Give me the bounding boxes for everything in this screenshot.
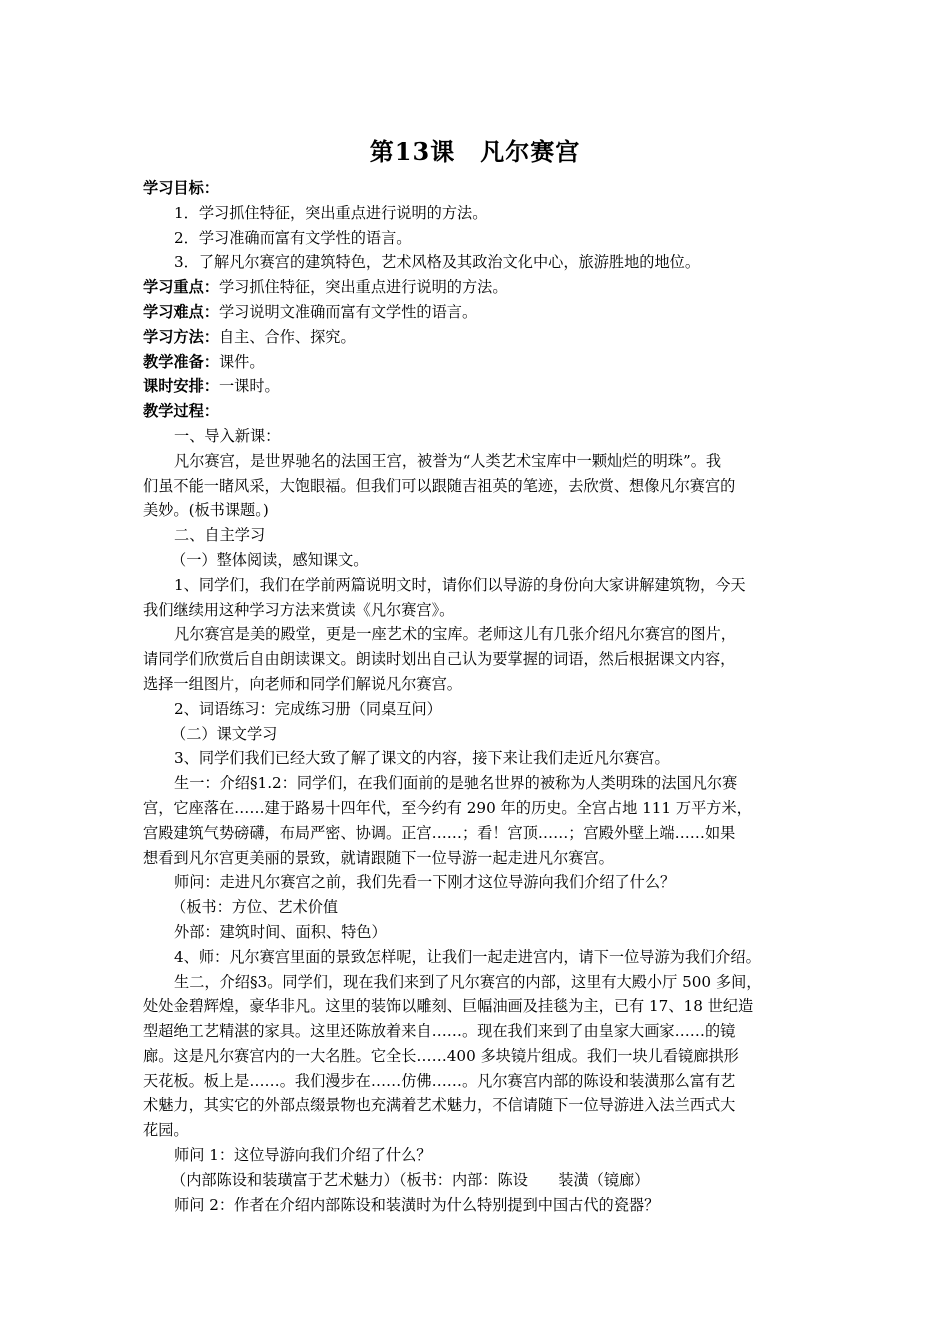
paragraph-line: 外部：建筑时间、面积、特色）: [174, 922, 387, 941]
paragraph-line: 凡尔赛宫是美的殿堂，更是一座艺术的宝库。老师这儿有几张介绍凡尔赛宫的图片，: [174, 625, 736, 644]
meta-row-preparation: [143, 350, 813, 375]
paragraph-line: 型超绝工艺精湛的家具。这里还陈放着来自……。现在我们来到了由皇家大画家……的镜: [143, 1022, 736, 1041]
lesson-title: 第13课 凡尔赛宫: [369, 137, 581, 166]
meta-row-schedule: [143, 374, 813, 399]
paragraph-line: 想看到凡尔宫更美丽的景致，就请跟随下一位导游一起走进凡尔赛宫。: [143, 848, 614, 867]
paragraph-line: 师问 1：这位导游向我们介绍了什么？: [174, 1146, 432, 1165]
meta-value: 学习抓住特征，突出重点进行说明的方法。: [218, 278, 508, 297]
meta-row-difficulty: [143, 300, 813, 325]
subsection-heading: （一）整体阅读，感知课文。: [171, 550, 369, 569]
paragraph-line: 师问 2：作者在介绍内部陈设和装潢时为什么特别提到中国古代的瓷器？: [174, 1195, 660, 1214]
objective-item: 1．学习抓住特征，突出重点进行说明的方法。: [174, 203, 488, 222]
section-heading: 一、导入新课：: [174, 426, 281, 445]
meta-label: 课时安排：: [143, 377, 219, 396]
meta-value: 自主、合作、探究。: [218, 327, 356, 346]
meta-row-focus: [143, 275, 813, 300]
subsection-heading: （二）课文学习: [171, 724, 278, 743]
document-body: [143, 176, 813, 1217]
paragraph-line: 天花板。板上是……。我们漫步在……仿佛……。凡尔赛宫内部的陈设和装潢那么富有艺: [143, 1071, 736, 1090]
objective-item: 2．学习准确而富有文学性的语言。: [174, 228, 412, 247]
paragraph-line: 术魅力，其实它的外部点缀景物也充满着艺术魅力，不信请随下一位导游进入法兰西式大: [143, 1096, 736, 1115]
paragraph-line: 请同学们欣赏后自由朗读课文。朗读时划出自己认为要掌握的词语，然后根据课文内容，: [143, 650, 736, 669]
paragraph-line: （内部陈设和装璜富于艺术魅力）（板书：内部：陈设 装潢（镜廊）: [171, 1170, 650, 1189]
meta-label: 教学准备：: [143, 352, 219, 371]
paragraph-line: 1、同学们，我们在学前两篇说明文时，请你们以导游的身份向大家讲解建筑物，今天: [174, 575, 746, 594]
meta-row-method: [143, 325, 813, 350]
paragraph-line: 3、同学们我们已经大致了解了课文的内容，接下来让我们走近凡尔赛宫。: [174, 749, 670, 768]
paragraph-line: 师问：走进凡尔赛宫之前，我们先看一下刚才这位导游向我们介绍了什么？: [174, 873, 676, 892]
process-heading: 教学过程：: [143, 402, 219, 421]
paragraph-line: 凡尔赛宫，是世界驰名的法国王宫，被誉为“人类艺术宝库中一颗灿烂的明珠”。我: [174, 451, 722, 470]
meta-label: 学习难点：: [143, 302, 219, 321]
paragraph-line: 4、师：凡尔赛宫里面的景致怎样呢，让我们一起走进宫内，请下一位导游为我们介绍。: [174, 947, 761, 966]
paragraph-line: （板书：方位、艺术价值: [171, 898, 339, 917]
paragraph-line: 美妙。(板书课题。): [143, 501, 269, 520]
meta-value: 课件。: [218, 352, 265, 371]
meta-value: 一课时。: [218, 377, 280, 396]
paragraph-line: 生二，介绍§3。同学们，现在我们来到了凡尔赛宫的内部，这里有大殿小厅 500 多间，: [174, 972, 762, 991]
objectives-heading: 学习目标：: [143, 179, 219, 197]
paragraph-line: 宫殿建筑气势磅礴，布局严密、协调。正宫……；看！宫顶……；宫殿外壁上端……如果: [143, 823, 736, 842]
paragraph-line: 2、词语练习：完成练习册（同桌互问）: [174, 699, 442, 718]
paragraph-line: 廊。这是凡尔赛宫内的一大名胜。它全长……400 多块镜片组成。我们一块儿看镜廊拱形: [143, 1046, 739, 1065]
section-heading: 二、自主学习: [174, 526, 266, 545]
meta-value: 学习说明文准确而富有文学性的语言。: [218, 302, 478, 321]
paragraph-line: 我们继续用这种学习方法来赏读《凡尔赛宫》。: [143, 600, 455, 619]
paragraph-line: 宫，它座落在……建于路易十四年代，至今约有 290 年的历史。全宫占地 111 万平方米，: [143, 798, 752, 817]
paragraph-line: 选择一组图片，向老师和同学们解说凡尔赛宫。: [143, 674, 462, 693]
paragraph-line: 生一：介绍§1.2：同学们，在我们面前的是驰名世界的被称为人类明珠的法国凡尔赛: [174, 774, 738, 793]
paragraph-line: 处处金碧辉煌，豪华非凡。这里的装饰以雕刻、巨幅油画及挂毯为主，已有 17、18 世纪造: [143, 997, 754, 1016]
objective-item: 3．了解凡尔赛宫的建筑特色，艺术风格及其政治文化中心，旅游胜地的地位。: [174, 253, 701, 272]
paragraph-line: 花园。: [143, 1121, 189, 1140]
meta-label: 学习重点：: [143, 278, 219, 297]
meta-label: 学习方法：: [143, 327, 219, 346]
paragraph-line: 们虽不能一睹风采，大饱眼福。但我们可以跟随吉祖英的笔迹，去欣赏、想像凡尔赛宫的: [143, 476, 736, 495]
